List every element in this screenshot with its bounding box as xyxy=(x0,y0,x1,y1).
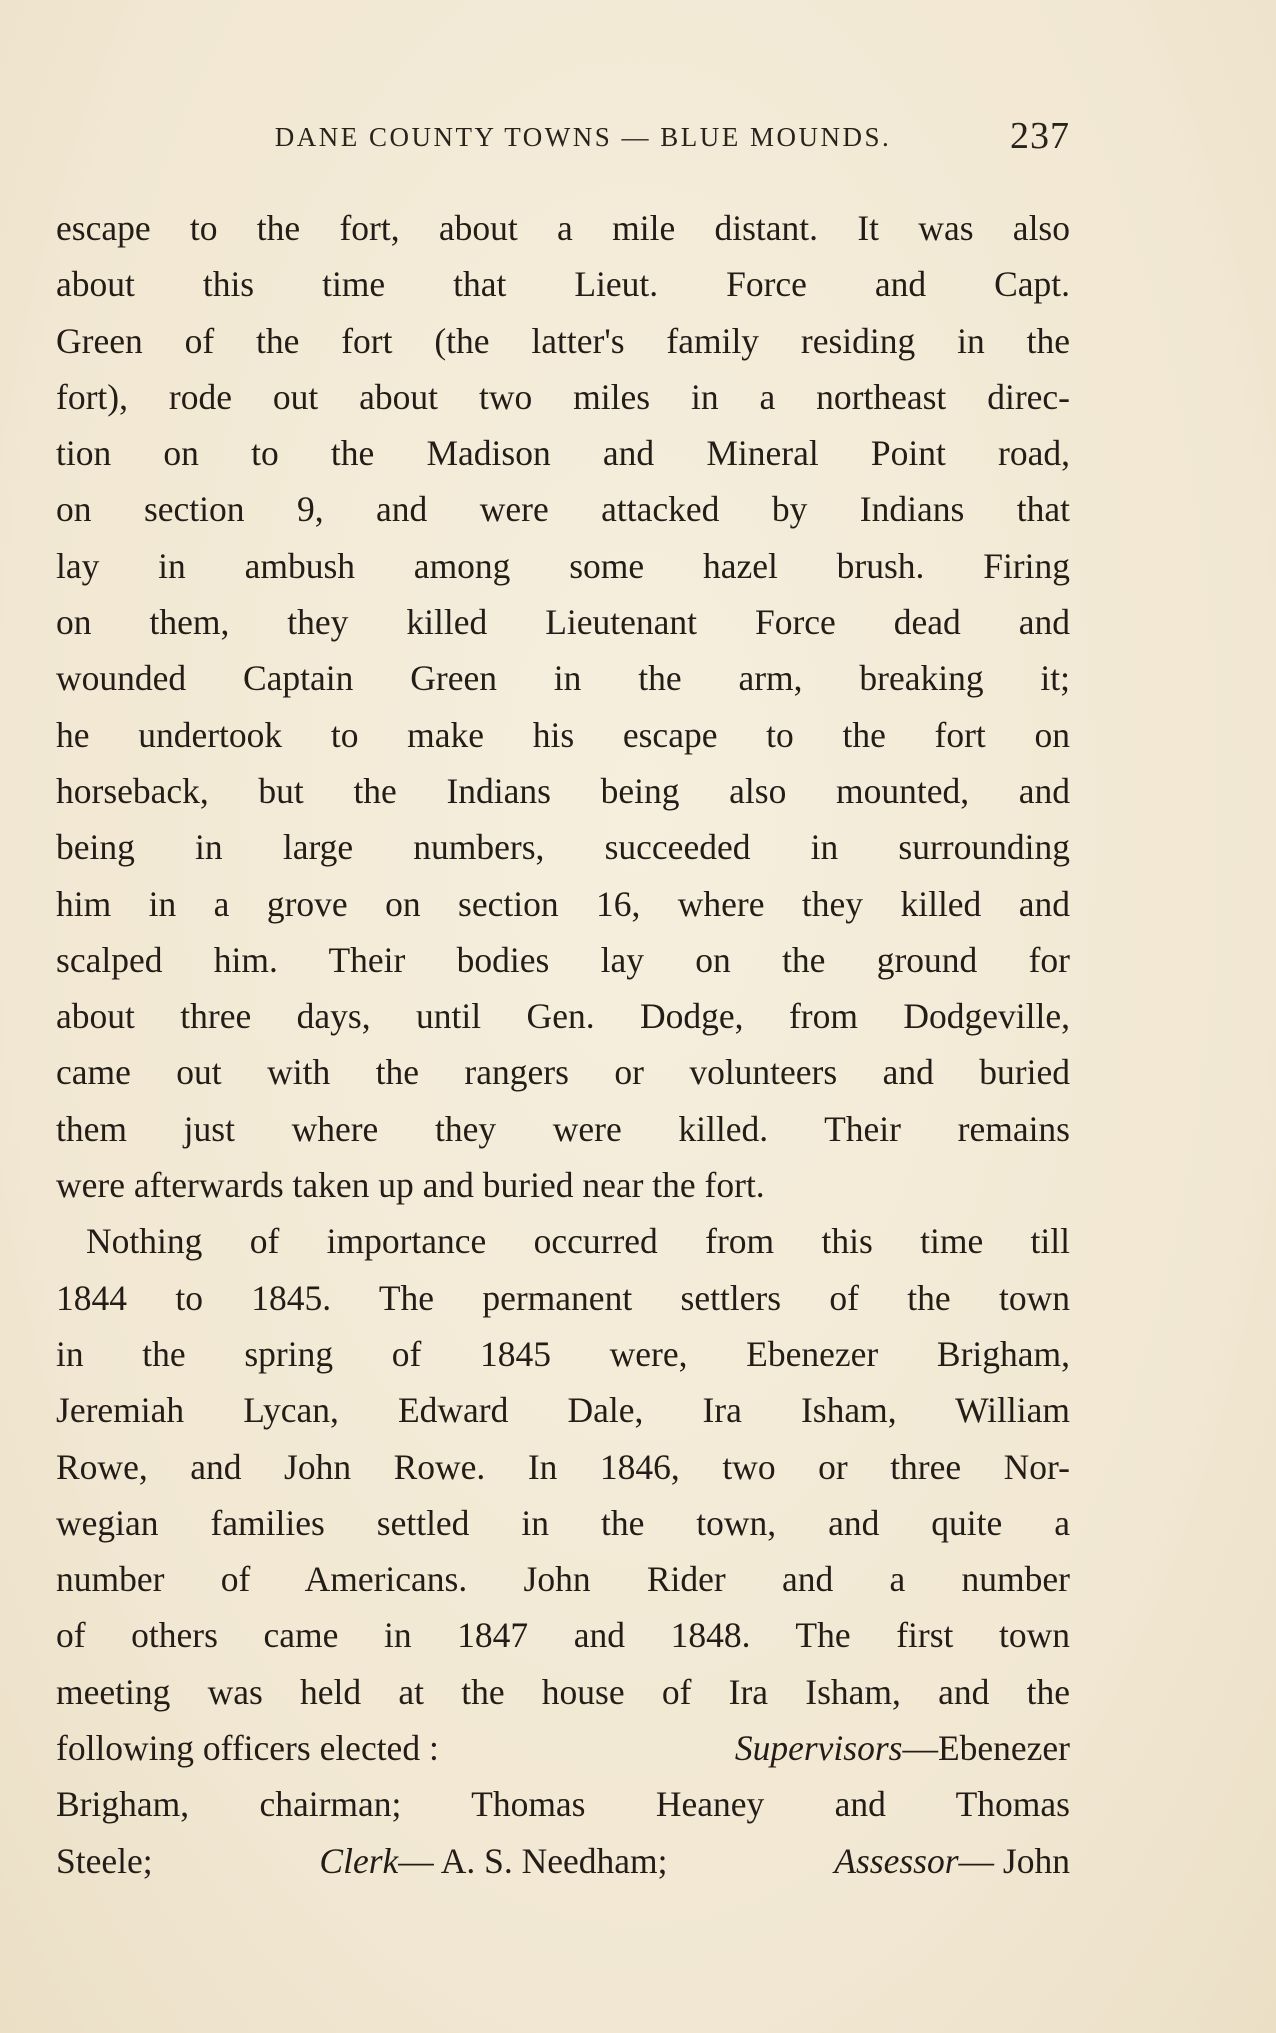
text-line: horseback, but the Indians being also mounted, and xyxy=(56,770,1070,811)
italic-term-assessor: Assessor xyxy=(834,1840,959,1881)
text-segment-group xyxy=(834,1833,1070,1889)
text-line: Rowe, and John Rowe. In 1846, two or three Nor- xyxy=(56,1446,1070,1487)
text-line: Brigham, chairman; Thomas Heaney and Thomas xyxy=(56,1784,1070,1825)
text-line: Jeremiah Lycan, Edward Dale, Ira Isham, William xyxy=(56,1390,1070,1431)
text-line: were afterwards taken up and buried near the fort. xyxy=(56,1165,765,1206)
text-line: of others came in 1847 and 1848. The first town xyxy=(56,1615,1070,1656)
text-segment-group xyxy=(319,1833,667,1889)
text-line: scalped him. Their bodies lay on the ground for xyxy=(56,939,1070,980)
text-segment: — A. S. Needham; xyxy=(398,1840,668,1881)
text-segment: following officers elected : xyxy=(56,1728,439,1769)
paragraph-start-line: Nothing of importance occurred from this time till xyxy=(86,1221,1070,1262)
text-line: him in a grove on section 16, where they killed and xyxy=(56,883,1070,924)
text-line: Green of the fort (the latter's family residing in the xyxy=(56,320,1070,361)
text-line: lay in ambush among some hazel brush. Firing xyxy=(56,545,1070,586)
text-line: wegian families settled in the town, and quite a xyxy=(56,1502,1070,1543)
text-segment: — John xyxy=(958,1840,1070,1881)
text-line: on section 9, and were attacked by Indians that xyxy=(56,489,1070,530)
text-segment: —Ebenezer xyxy=(902,1728,1070,1769)
body-text xyxy=(56,200,1070,1889)
text-line-clerk-assessor xyxy=(56,1833,1070,1889)
text-line: escape to the fort, about a mile distant. It was also xyxy=(56,208,1070,248)
text-segment-group xyxy=(735,1720,1070,1776)
page-number: 237 xyxy=(1010,115,1070,157)
text-line: being in large numbers, succeeded in surrounding xyxy=(56,827,1070,868)
text-line: wounded Captain Green in the arm, breaking it; xyxy=(56,658,1070,699)
text-line-officers xyxy=(56,1720,1070,1776)
text-line: about this time that Lieut. Force and Capt. xyxy=(56,264,1070,305)
text-line: tion on to the Madison and Mineral Point road, xyxy=(56,433,1070,474)
text-line: in the spring of 1845 were, Ebenezer Brigham, xyxy=(56,1333,1070,1374)
text-line: he undertook to make his escape to the fort on xyxy=(56,714,1070,755)
page-header xyxy=(56,115,1070,166)
italic-term-clerk: Clerk xyxy=(319,1840,399,1881)
text-line: fort), rode out about two miles in a northeast direc- xyxy=(56,376,1070,417)
text-line: 1844 to 1845. The permanent settlers of the town xyxy=(56,1277,1070,1318)
text-line: on them, they killed Lieutenant Force dead and xyxy=(56,602,1070,643)
italic-term-supervisors: Supervisors xyxy=(734,1728,903,1769)
text-line: them just where they were killed. Their remains xyxy=(56,1108,1070,1149)
text-line: about three days, until Gen. Dodge, from Dodgeville, xyxy=(56,996,1070,1037)
text-line: meeting was held at the house of Ira Isham, and the xyxy=(56,1671,1070,1712)
running-head: DANE COUNTY TOWNS — BLUE MOUNDS. xyxy=(274,122,892,152)
text-line: number of Americans. John Rider and a number xyxy=(56,1559,1070,1600)
text-line: came out with the rangers or volunteers and buried xyxy=(56,1052,1070,1093)
text-segment: Steele; xyxy=(56,1840,153,1881)
